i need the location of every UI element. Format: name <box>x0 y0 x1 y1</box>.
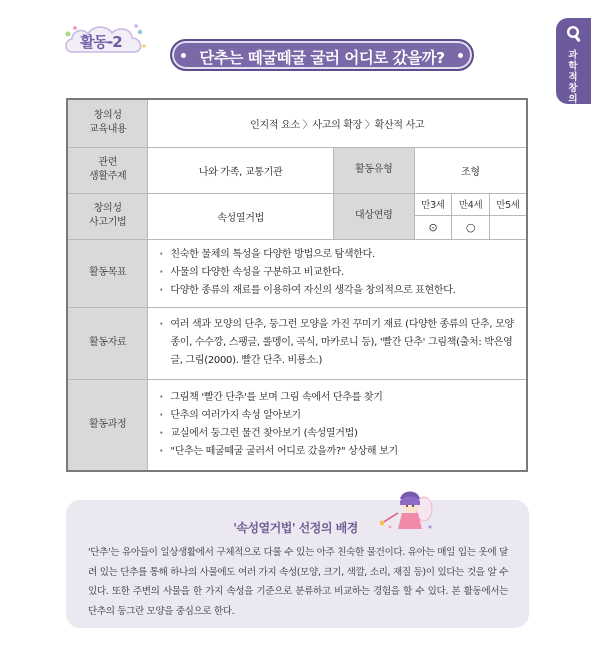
magnifier-icon <box>564 24 584 44</box>
header-activity-type: 활동유형 <box>333 147 414 193</box>
activity-badge <box>62 22 150 60</box>
side-tab-char: 의 <box>568 94 578 105</box>
activity-type-value: 조형 <box>414 147 527 193</box>
page-title: 단추는 떼굴떼굴 굴러 어디로 갔을까? <box>199 49 445 67</box>
section-side-tab[interactable] <box>556 18 591 104</box>
table-row <box>67 307 527 379</box>
process-list <box>158 389 520 461</box>
header-label: 관련 생활주제 <box>88 157 127 182</box>
header-label: 창의성 교육내용 <box>88 110 127 136</box>
table-row <box>67 379 527 471</box>
header-materials: 활동자료 <box>67 307 148 379</box>
header-target-age: 대상연령 <box>333 193 414 239</box>
table-row <box>67 239 527 307</box>
background-title: '속성열거법' 선정의 배경 <box>233 521 358 535</box>
header-goals: 활동목표 <box>67 239 148 307</box>
side-tab-char: 과 <box>568 50 578 61</box>
side-tab-char: 창 <box>568 83 578 94</box>
creativity-content-value: 인지적 요소 〉사고의 확장 〉확산적 사고 <box>148 99 527 147</box>
table-row <box>67 99 527 147</box>
table-row <box>67 193 527 215</box>
list-item: · 친숙한 물체의 특성을 다양한 방법으로 탐색한다. <box>158 246 520 264</box>
header-creativity-content <box>67 99 148 147</box>
side-tab-char: 학 <box>568 61 578 72</box>
page-title-banner <box>170 39 474 71</box>
age-label: 만3세 <box>414 193 452 215</box>
side-tab-char: 적 <box>568 72 578 83</box>
list-item: · 교실에서 둥그런 물건 찾아보기 (속성열거법) <box>158 425 520 443</box>
goals-list <box>158 246 520 300</box>
materials-list-cell <box>148 307 527 379</box>
age-label: 만4세 <box>452 193 490 215</box>
list-item: · 다양한 종류의 재료를 이용하여 자신의 생각을 창의적으로 표현한다. <box>158 282 520 300</box>
age-mark-empty <box>489 215 527 239</box>
activity-badge-label: 활동-2 <box>80 33 122 51</box>
activity-plan-table <box>66 98 528 472</box>
process-list-cell <box>148 379 527 471</box>
thinking-technique-value: 속성열거법 <box>148 193 333 239</box>
header-thinking-technique <box>67 193 148 239</box>
header-label: 창의성 사고기법 <box>88 203 127 228</box>
list-item: · 그림책 '빨간 단추'를 보며 그림 속에서 단추를 찾기 <box>158 389 520 407</box>
title-dot-right <box>458 53 463 58</box>
side-tab-label <box>563 50 583 105</box>
age-mark-primary: ⊙ <box>414 215 452 239</box>
table-row <box>67 147 527 193</box>
list-item: · 사물의 다양한 속성을 구분하고 비교한다. <box>158 264 520 282</box>
life-theme-value: 나와 가족, 교통기관 <box>148 147 333 193</box>
list-item: · 단추의 여러가지 속성 알아보기 <box>158 407 520 425</box>
materials-list <box>158 316 520 370</box>
header-life-theme <box>67 147 148 193</box>
age-label: 만5세 <box>489 193 527 215</box>
list-item: · 여러 색과 모양의 단추, 둥그런 모양을 가진 꾸미기 재료 (다양한 종류의 단추, 모양종이, 수수깡, 스팽글, 롤멩이, 곡식, 마카로니 등), '빨간 단추' 그림책(출처: 박은영 글, 그림(2000). 빨간 단추. 비룡소.) <box>158 316 520 370</box>
list-item: · "단추는 떼굴떼굴 굴러서 어디로 갔을까?" 상상해 보기 <box>158 443 520 461</box>
background-body: '단추'는 유아들이 일상생활에서 구체적으로 다룰 수 있는 아주 친숙한 물건이다. 유아는 매일 입는 옷에 달려 있는 단추를 통해 하나의 사물에도 여러 가지 속성(모양, 크기, 색깔, 소리, 재질 등)이 있다는 것을 알 수 있다. 또한 주변의 사물을 한 가지 속성을 기준으로 분류하고 비교하는 경험을 할 수 있다. 본 활동에서는 단추의 둥그란 모양을 중심으로 한다. <box>88 547 508 617</box>
age-mark-secondary: ○ <box>452 215 490 239</box>
header-process: 활동과정 <box>67 379 148 471</box>
goals-list-cell <box>148 239 527 307</box>
